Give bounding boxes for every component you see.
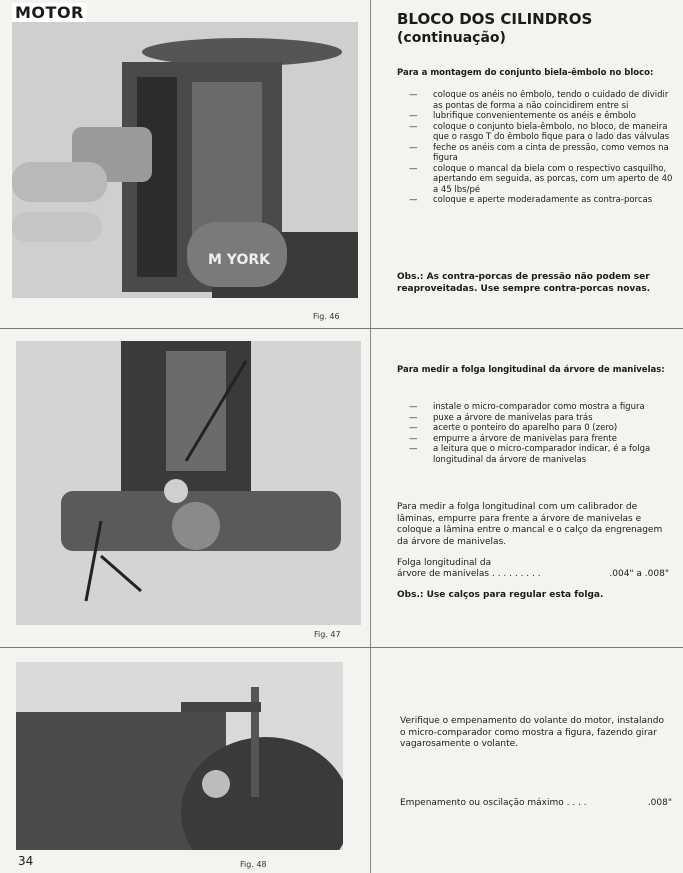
figure-47-photo bbox=[16, 341, 361, 625]
spec-label: Empenamento ou oscilação máximo . . . . bbox=[400, 798, 587, 808]
spec-row bbox=[397, 569, 669, 580]
figure-46-photo bbox=[12, 22, 358, 298]
section3-paragraph: Verifique o empenamento do volante do motor, instalando o micro-comparador como mostra a figura, fazendo girar vagarosamente o volante. bbox=[400, 716, 664, 749]
section1-steps bbox=[397, 90, 673, 206]
section2-steps bbox=[397, 402, 673, 465]
figure-47-caption: Fig. 47 bbox=[314, 630, 341, 639]
figure-46-caption: Fig. 46 bbox=[313, 312, 340, 321]
list-item: — coloque o mancal da biela com o respectivo casquilho, apertando em seguida, as porcas, com um aperto de 40 a 45 lbs/pé bbox=[409, 163, 673, 195]
list-item: — coloque os anéis no êmbolo, tendo o cuidado de dividir as pontas de forma a não coincidirem entre si bbox=[409, 90, 669, 111]
list-item: — instale o micro-comparador como mostra a figura bbox=[409, 402, 645, 412]
list-item: — feche os anéis com a cinta de pressão, como vemos na figura bbox=[409, 142, 669, 163]
section-tag: MOTOR bbox=[12, 3, 87, 22]
list-item: — empurre a árvore de manivelas para frente bbox=[409, 433, 617, 444]
section1-obs bbox=[397, 272, 669, 295]
spec-row bbox=[400, 798, 672, 809]
list-item: — coloque o conjunto biela-êmbolo, no bloco, de maneira que o rasgo T do êmbolo fique para o lado das válvulas bbox=[409, 121, 670, 142]
list-item: — a leitura que o micro-comparador indicar, é a folga longitudinal da árvore de manivelas bbox=[409, 444, 651, 465]
crankshaft-illustration bbox=[16, 341, 361, 625]
column-divider bbox=[370, 0, 371, 873]
obs-label: Obs.: bbox=[397, 272, 424, 282]
list-item: — acerte o ponteiro do aparelho para 0 (zero) bbox=[409, 423, 618, 433]
spec-label-line2: árvore de manivelas . . . . . . . . . bbox=[397, 569, 541, 579]
section2-heading: Para medir a folga longitudinal da árvore de manivelas: bbox=[397, 365, 665, 375]
list-item: — lubrifique convenientemente os anéis e êmbolo bbox=[409, 111, 636, 121]
obs-text: Use calços para regular esta folga. bbox=[426, 590, 604, 600]
spec-value: .004" a .008" bbox=[609, 569, 669, 579]
list-item: — coloque e aperte moderadamente as contra-porcas bbox=[409, 195, 653, 205]
spec-value: .008" bbox=[647, 798, 672, 808]
section-separator-1 bbox=[0, 328, 683, 329]
york-label: M YORK bbox=[208, 252, 270, 268]
section2-paragraph: Para medir a folga longitudinal com um calibrador de lâminas, empurre para frente a árvore de manivelas e coloque a lâmina entre o mancal e o calço da engrenagem da árvore de manivelas. bbox=[397, 502, 663, 547]
figure-48-photo bbox=[16, 662, 343, 850]
section2-obs bbox=[397, 590, 669, 602]
list-item: — puxe a árvore de manivelas para trás bbox=[409, 412, 593, 423]
figure-48-caption: Fig. 48 bbox=[240, 860, 267, 869]
obs-label: Obs.: bbox=[397, 590, 424, 600]
section3-spec bbox=[400, 798, 672, 809]
obs-text: As contra-porcas de pressão não podem ser reaproveitadas. Use sempre contra-porcas novas. bbox=[397, 272, 651, 294]
spec-label-line1: Folga longitudinal da bbox=[397, 558, 492, 568]
section1-heading: Para a montagem do conjunto biela-êmbolo no bloco: bbox=[397, 68, 654, 78]
page-subtitle: (continuação) bbox=[397, 30, 506, 46]
section2-spec bbox=[397, 558, 669, 580]
flywheel-illustration bbox=[16, 662, 343, 850]
page-title: BLOCO DOS CILINDROS bbox=[397, 10, 593, 28]
page-number: 34 bbox=[18, 854, 34, 868]
section-separator-2 bbox=[0, 647, 683, 648]
engine-block-illustration bbox=[12, 22, 358, 298]
